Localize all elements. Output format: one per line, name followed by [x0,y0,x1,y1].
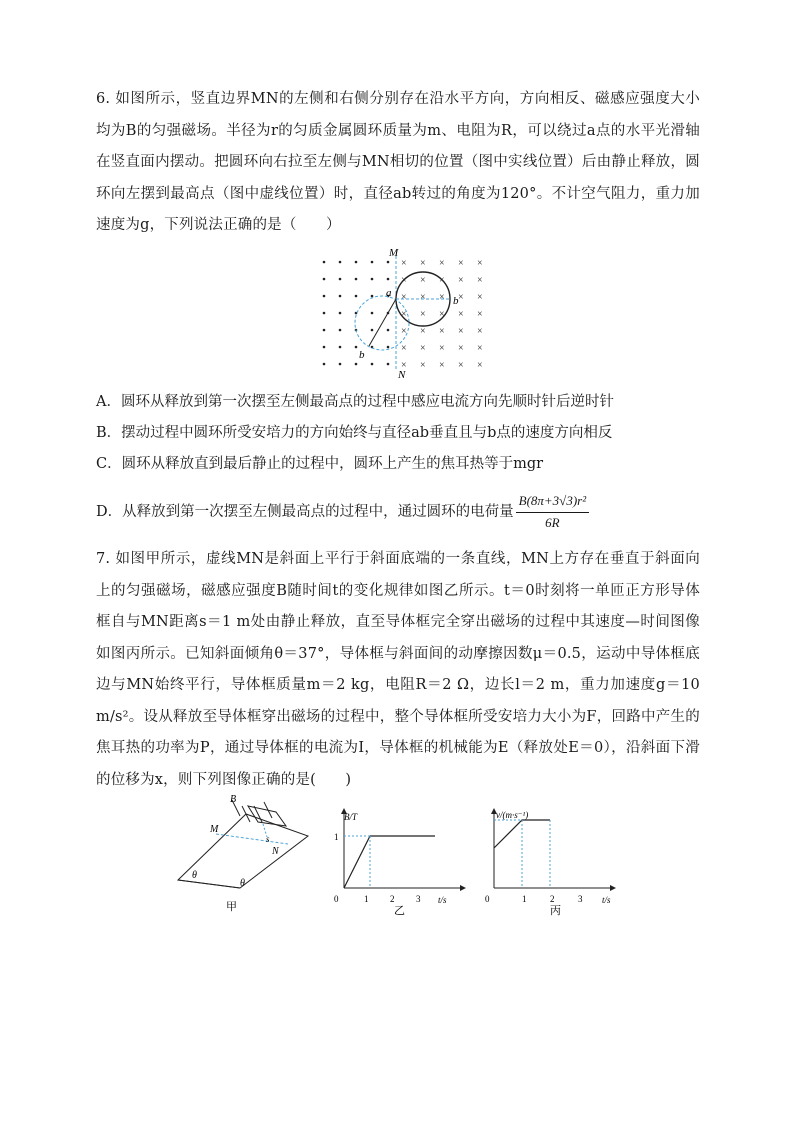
label-M: M [389,247,399,259]
fraction-denominator: 6R [545,515,560,530]
field-cross: × [477,275,483,286]
label-theta-2: θ [240,878,245,889]
field-cross: × [439,343,445,354]
field-dot [323,346,326,349]
label-b-left: b [359,349,365,361]
bing-origin: 0 [485,894,490,904]
field-cross: × [439,258,445,269]
field-dot [387,261,390,264]
label-s: s [266,834,270,844]
field-dot [339,312,342,315]
field-cross: × [439,275,445,286]
field-cross: × [401,309,407,320]
bing-xlabel: t/s [602,895,611,905]
field-cross: × [477,309,483,320]
caption-bing: 丙 [550,905,561,916]
field-dot [323,261,326,264]
field-dot [387,363,390,366]
field-cross: × [477,292,483,303]
yi-xtick-3: 3 [416,894,421,904]
field-cross: × [477,258,483,269]
option-C: C．圆环从释放直到最后静止的过程中，圆环上产生的焦耳热等于mgr [96,456,544,472]
question-6-text: 6. 如图所示，竖直边界MN的左侧和右侧分别存在沿水平方向，方向相反、磁感应强度大小均为B的匀强磁场。半径为r的匀质金属圆环质量为m、电阻为R，可以绕过a点的水平光滑轴在竖直面内摆动。把圆环向右拉至左侧与MN相切的位置（图中实线位置）后由静止释放，圆环向左摆到最高点（图中虚线位置）时，直径ab转过的角度为120°。不计空气阻力，重力加速度为g，下列说法正确的是（ ） [96,91,700,233]
label-b-right: b [453,295,459,307]
field-cross: × [420,258,426,269]
bing-xtick-1: 1 [522,894,527,904]
field-dot [339,346,342,349]
q7-figure-bing [484,806,624,916]
label-theta-1: θ [192,870,197,881]
field-cross: × [458,258,464,269]
q7-figure-yi [330,806,470,916]
caption-jia: 甲 [226,901,237,913]
field-dot [387,278,390,281]
field-cross: × [401,326,407,337]
field-dot [355,346,358,349]
field-cross: × [477,326,483,337]
b-field-arrows [232,800,272,822]
bing-data [494,820,550,888]
field-dot [323,278,326,281]
option-B: B．摆动过程中圆环所受安培力的方向始终与直径ab垂直且与b点的速度方向相反 [96,425,613,441]
caption-yi: 乙 [394,905,405,916]
field-cross: × [401,275,407,286]
field-dot [355,363,358,366]
yi-xlabel: t/s [438,895,447,905]
field-cross: × [401,292,407,303]
field-dot [371,329,374,332]
yi-origin: 0 [334,894,339,904]
field-cross: × [439,292,445,303]
field-cross: × [439,360,445,371]
field-cross: × [401,258,407,269]
field-dot [355,295,358,298]
field-cross: × [420,292,426,303]
field-cross: × [401,360,407,371]
yi-xtick-2: 2 [390,894,395,904]
field-cross: × [401,343,407,354]
mn-line [216,834,288,844]
field-cross: × [458,309,464,320]
field-cross: × [477,360,483,371]
option-D [96,492,706,532]
bing-xtick-2: 2 [550,894,555,904]
label-B: B [230,794,237,805]
field-cross: × [458,343,464,354]
label-M: M [210,824,219,835]
question-7-text: 7. 如图甲所示，虚线MN是斜面上平行于斜面底端的一条直线，MN上方存在垂直于斜面向上的匀强磁场，磁感应强度B随时间t的变化规律如图乙所示。t＝0时刻将一单匝正方形导体框自与MN距离s＝1 m处由静止释放，直至导体框完全穿出磁场的过程中其速度—时间图像如图丙所示。已知斜面倾角θ＝37°，导体框与斜面间的动摩擦因数μ＝0.5，运动中导体框底边与MN始终平行，导体框质量m＝2 kg，电阻R＝2 Ω，边长l＝2 m，重力加速度g＝10 m/s²。设从释放至导体框穿出磁场的过程中，整个导体框所受安培力大小为F，回路中产生的焦耳热的功率为P，通过导体框的电流为I，导体框的机械能为E（释放处E＝0），沿斜面下滑的位移为x，则下列图像正确的是( ) [96,551,700,788]
field-cross: × [420,309,426,320]
field-cross: × [420,360,426,371]
field-dot [387,329,390,332]
field-dot [371,312,374,315]
field-dot [355,261,358,264]
fraction-numerator: B(8π+3√3)r² [516,492,589,513]
charge-fraction [516,492,589,532]
field-cross: × [458,360,464,371]
field-cross: × [420,343,426,354]
yi-xtick-1: 1 [364,894,369,904]
field-dot [371,363,374,366]
bing-xtick-3: 3 [578,894,583,904]
field-dot [323,312,326,315]
field-cross: × [458,326,464,337]
field-dot [339,278,342,281]
field-dot [339,329,342,332]
field-cross: × [439,326,445,337]
field-dot [323,329,326,332]
field-dot [323,363,326,366]
right-field-crosses [401,258,483,371]
yi-data [344,836,435,888]
diameter-ab-dashed [369,299,396,346]
field-dot [387,346,390,349]
yi-line [344,836,435,888]
field-dot [371,261,374,264]
option-D-text: D．从释放到第一次摆至左侧最高点的过程中，通过圆环的电荷量 [96,504,514,520]
label-a: a [386,287,392,299]
field-dot [323,295,326,298]
field-dot [339,261,342,264]
label-N: N [398,369,406,381]
q7-figure-jia [168,792,318,917]
field-dot [371,295,374,298]
field-dot [339,363,342,366]
field-cross: × [458,275,464,286]
field-dot [355,278,358,281]
field-cross: × [420,275,426,286]
bing-ylabel: v/(m·s⁻¹) [496,810,529,820]
field-cross: × [458,292,464,303]
field-dot [339,295,342,298]
yi-ytick: 1 [334,832,339,842]
field-cross: × [439,309,445,320]
option-A: A．圆环从释放到第一次摆至左侧最高点的过程中感应电流方向先顺时针后逆时针 [96,394,614,410]
field-cross: × [420,326,426,337]
field-dot [371,278,374,281]
label-N: N [272,846,279,857]
yi-ylabel: B/T [344,812,358,822]
field-cross: × [477,343,483,354]
q6-figure [310,244,490,384]
